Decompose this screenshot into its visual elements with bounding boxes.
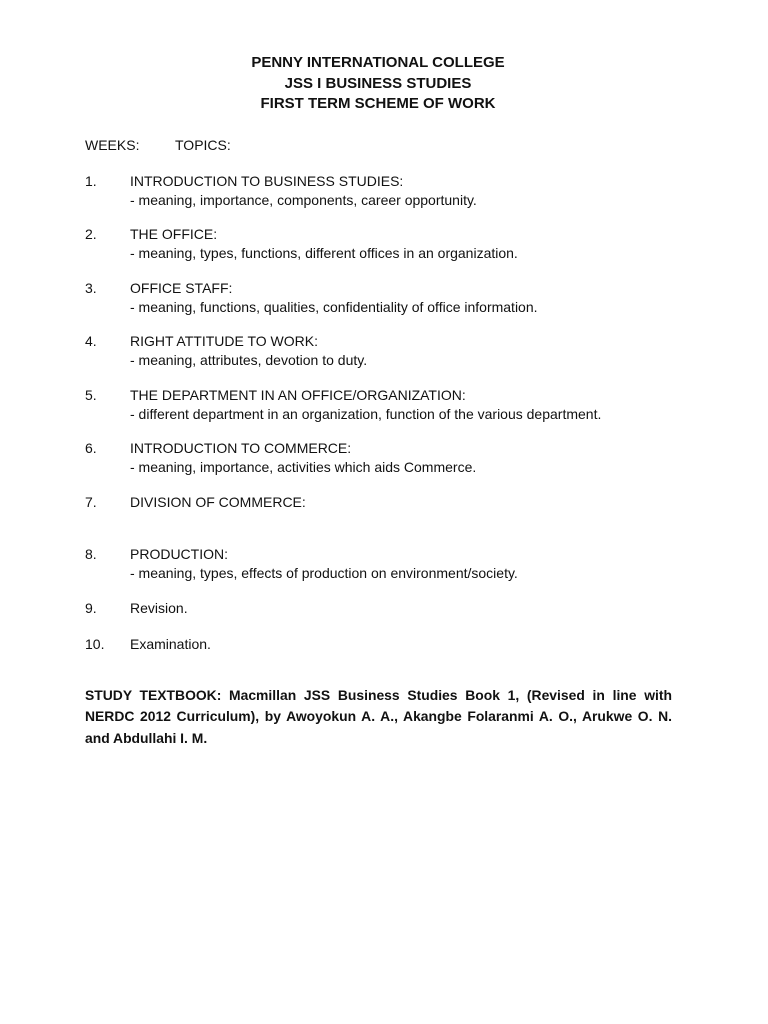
week-number: 7. <box>85 494 97 510</box>
week-description: - meaning, importance, components, career opportunity. <box>130 192 477 208</box>
week-number: 9. <box>85 600 97 616</box>
week-topic: Examination. <box>130 636 211 652</box>
week-number: 5. <box>85 387 97 403</box>
column-headings <box>85 136 231 154</box>
week-topic: PRODUCTION: <box>130 546 228 562</box>
week-topic: OFFICE STAFF: <box>130 280 233 296</box>
week-number: 6. <box>85 440 97 456</box>
week-topic: THE DEPARTMENT IN AN OFFICE/ORGANIZATION: <box>130 387 466 403</box>
document-header <box>0 53 756 115</box>
weeks-heading: WEEKS: <box>85 137 140 153</box>
subject-title: JSS I BUSINESS STUDIES <box>284 74 472 92</box>
week-topic: INTRODUCTION TO COMMERCE: <box>130 440 352 456</box>
study-textbook-note: STUDY TEXTBOOK: Macmillan JSS Business Studies Book 1, (Revised in line with NERDC 2012 Curriculum), by Awoyokun A. A., Akangbe Folaranmi A. O., Arukwe O. N. and Abdullahi I. M. <box>85 687 672 746</box>
week-number: 10. <box>85 636 105 652</box>
week-description: - meaning, functions, qualities, confidentiality of office information. <box>130 299 538 315</box>
college-name: PENNY INTERNATIONAL COLLEGE <box>251 54 505 71</box>
week-number: 3. <box>85 280 97 296</box>
week-description: - meaning, importance, activities which aids Commerce. <box>130 459 477 475</box>
week-topic: INTRODUCTION TO BUSINESS STUDIES: <box>130 173 404 189</box>
week-description: - meaning, attributes, devotion to duty. <box>130 352 368 368</box>
week-description: - meaning, types, functions, different offices in an organization. <box>130 245 518 261</box>
week-description: - different department in an organization, function of the various department. <box>130 406 602 422</box>
week-description: - meaning, types, effects of production on environment/society. <box>130 565 518 581</box>
week-topic: RIGHT ATTITUDE TO WORK: <box>130 333 318 349</box>
week-number: 4. <box>85 333 97 349</box>
topics-heading: TOPICS: <box>175 137 231 153</box>
week-topic: DIVISION OF COMMERCE: <box>130 494 306 510</box>
week-number: 2. <box>85 226 97 242</box>
week-number: 1. <box>85 173 97 189</box>
week-topic: Revision. <box>130 600 188 616</box>
week-topic: THE OFFICE: <box>130 226 218 242</box>
scheme-title: FIRST TERM SCHEME OF WORK <box>260 95 496 112</box>
week-number: 8. <box>85 546 97 562</box>
